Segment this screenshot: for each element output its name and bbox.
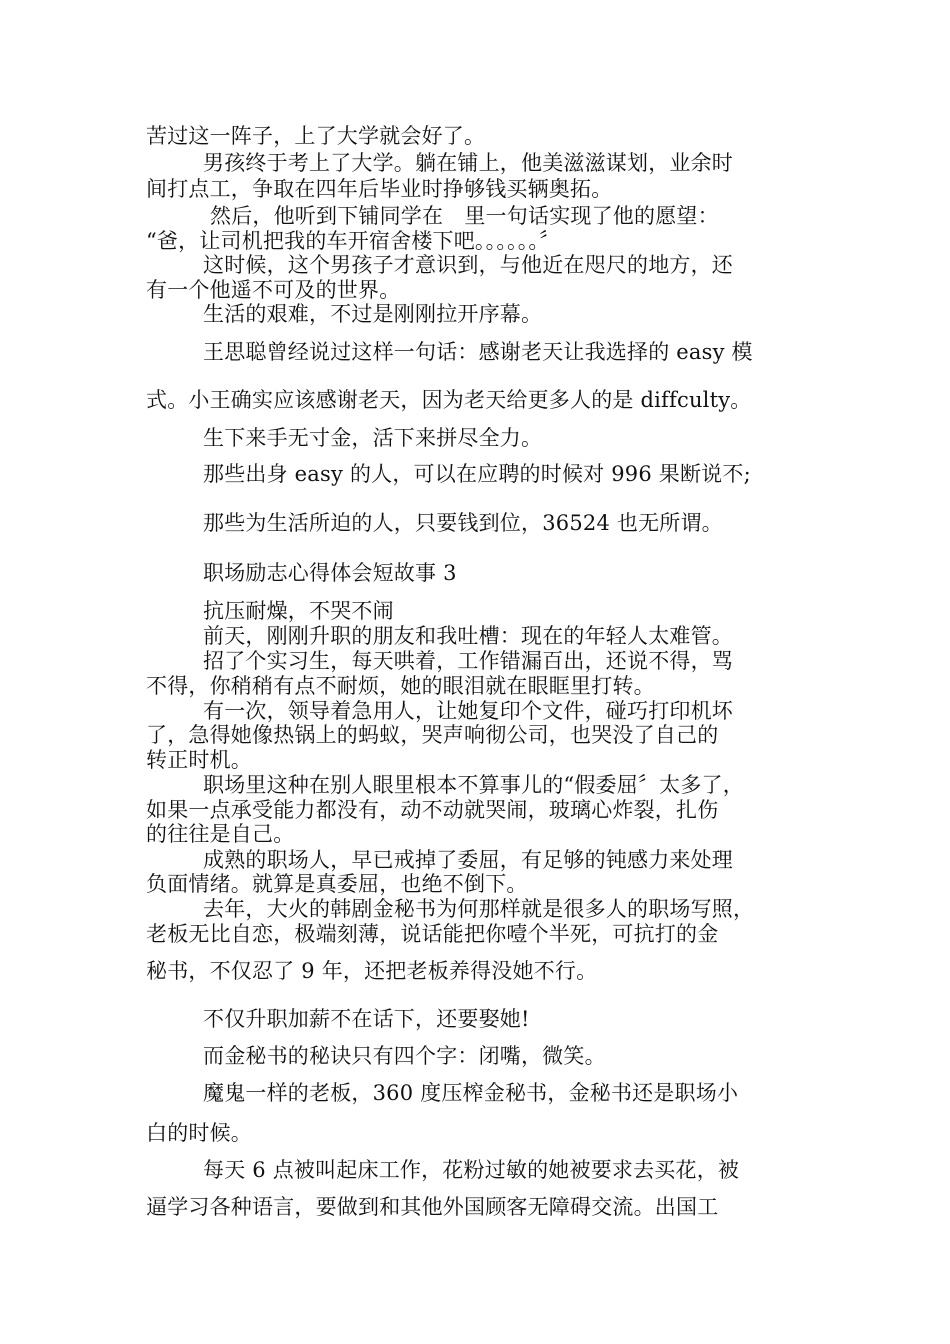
text-line: 那些出身 easy 的人，可以在应聘的时候对 996 果断说不; <box>203 462 751 486</box>
text-line: 逼学习各种语言，要做到和其他外国顾客无障碍交流。出国工 <box>146 1195 719 1219</box>
text-line: 有一次，领导着急用人，让她复印个文件，碰巧打印机坏 <box>203 699 733 723</box>
text-line: 男孩终于考上了大学。躺在铺上，他美滋滋谋划，业余时 <box>203 151 733 175</box>
text-line: 这时候，这个男孩子才意识到，与他近在咫尺的地方，还 <box>203 253 733 277</box>
text-line: 生下来手无寸金，活下来拼尽全力。 <box>203 426 543 450</box>
text-line: 王思聪曾经说过这样一句话：感谢老天让我选择的 easy 模 <box>203 340 753 364</box>
text-line: 有一个他遥不可及的世界。 <box>146 278 401 302</box>
section-heading: 职场励志心得体会短故事 3 <box>203 561 457 585</box>
text-line: 白的时候。 <box>146 1121 252 1145</box>
text-line: 抗压耐燥，不哭不闹 <box>203 599 394 623</box>
text-line: 老板无比自恋，极端刻薄，说话能把你噎个半死，可抗打的金 <box>146 922 719 946</box>
text-line: 间打点工，争取在四年后毕业时挣够钱买辆奥拓。 <box>146 177 613 201</box>
text-line: 魔鬼一样的老板，360 度压榨金秘书，金秘书还是职场小 <box>203 1081 739 1105</box>
text-line: 不得，你稍稍有点不耐烦，她的眼泪就在眼眶里打转。 <box>146 674 655 698</box>
text-line: 秘书，不仅忍了 9 年，还把老板养得没她不行。 <box>146 959 598 983</box>
text-line: 成熟的职场人，早已戒掉了委屈，有足够的钝感力来处理 <box>203 848 733 872</box>
text-line: “爸，让司机把我的车开宿舍楼下吧。。。。。。〞 <box>146 229 561 253</box>
text-line: 如果一点承受能力都没有，动不动就哭闹，玻璃心炸裂，扎伤 <box>146 798 719 822</box>
text-line: 了，急得她像热锅上的蚂蚁，哭声响彻公司，也哭没了自己的 <box>146 723 719 747</box>
text-line: 职场里这种在别人眼里根本不算事儿的“假委屈〞太多了， <box>203 773 744 797</box>
text-line: 每天 6 点被叫起床工作，花粉过敏的她被要求去买花，被 <box>203 1158 740 1182</box>
text-line: 然后，他听到下铺同学在 里一句话实现了他的愿望： <box>210 204 719 228</box>
text-line: 生活的艰难，不过是刚刚拉开序幕。 <box>203 302 543 326</box>
text-line: 苦过这一阵子，上了大学就会好了。 <box>146 124 486 148</box>
text-line: 式。小王确实应该感谢老天，因为老天给更多人的是 diffculty。 <box>146 388 752 412</box>
text-line: 前天，刚刚升职的朋友和我吐槽：现在的年轻人太难管。 <box>203 624 733 648</box>
text-line: 那些为生活所迫的人，只要钱到位，36524 也无所谓。 <box>203 511 723 535</box>
text-line: 的往往是自己。 <box>146 822 295 846</box>
text-line: 不仅升职加薪不在话下，还要娶她! <box>203 1007 530 1031</box>
text-line: 负面情绪。就算是真委屈，也绝不倒下。 <box>146 872 528 896</box>
text-line: 转正时机。 <box>146 748 252 772</box>
text-line: 去年，大火的韩剧金秘书为何那样就是很多人的职场写照， <box>203 897 755 921</box>
text-line: 招了个实习生，每天哄着，工作错漏百出，还说不得，骂 <box>203 649 733 673</box>
text-line: 而金秘书的秘诀只有四个字：闭嘴，微笑。 <box>203 1044 606 1068</box>
